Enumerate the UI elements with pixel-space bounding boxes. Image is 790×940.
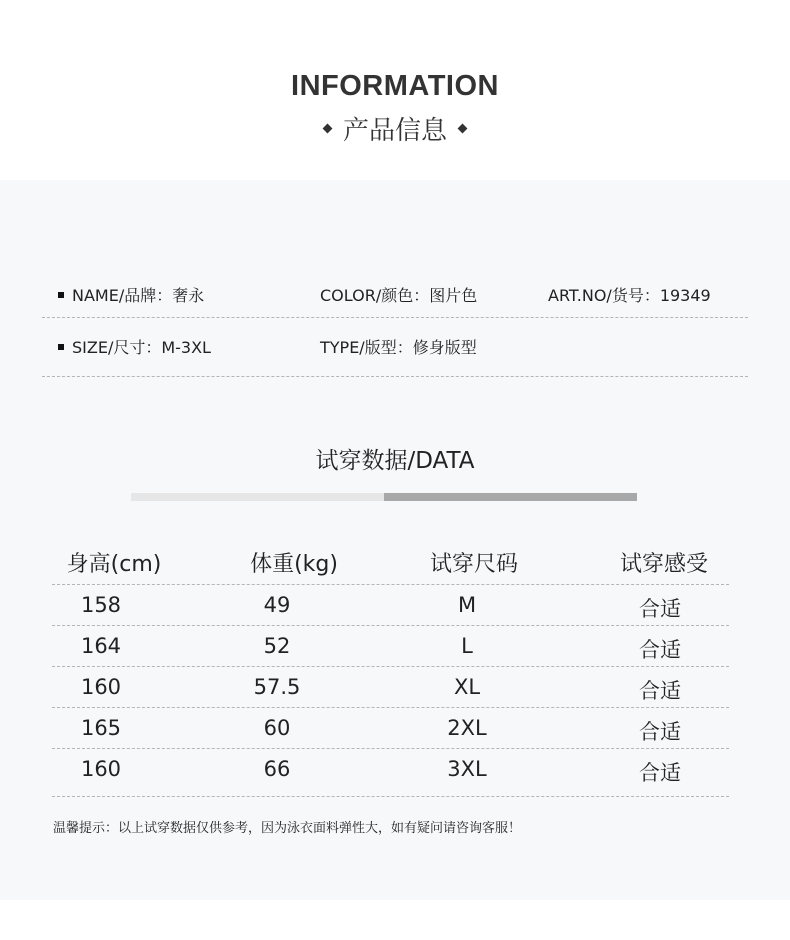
cell-feeling: 合适 xyxy=(639,597,681,621)
cell-weight: 66 xyxy=(263,757,291,781)
info-name xyxy=(58,283,204,306)
cell-feeling: 合适 xyxy=(639,720,681,744)
table-row xyxy=(52,626,729,667)
cell-size: XL xyxy=(453,675,481,699)
warm-tip-note: 温馨提示：以上试穿数据仅供参考，因为泳衣面料弹性大，如有疑问请咨询客服！ xyxy=(53,821,522,836)
data-section-title: 试穿数据/DATA xyxy=(315,448,475,474)
header-section xyxy=(0,0,790,180)
cell-weight: 60 xyxy=(263,716,291,740)
table-row xyxy=(52,585,729,626)
square-bullet-icon xyxy=(58,292,64,298)
cell-size: 3XL xyxy=(447,757,487,781)
table-row xyxy=(52,667,729,708)
fitting-data-table xyxy=(52,540,729,789)
table-header-row xyxy=(52,540,729,585)
cell-height: 165 xyxy=(80,716,122,740)
section-title-chinese xyxy=(0,110,790,147)
table-row xyxy=(52,708,729,749)
info-row-2 xyxy=(42,318,748,377)
section-title-english: INFORMATION xyxy=(291,70,499,102)
cell-height: 164 xyxy=(80,634,122,658)
section-title-chinese-text: 产品信息 xyxy=(342,116,447,146)
cell-size: 2XL xyxy=(447,716,487,740)
cell-weight: 57.5 xyxy=(253,675,301,699)
cell-size: L xyxy=(461,634,473,658)
info-name-text: NAME/品牌：奢永 xyxy=(72,286,205,305)
cell-size: M xyxy=(457,593,477,617)
info-row-1 xyxy=(42,267,748,318)
cell-weight: 49 xyxy=(263,593,291,617)
cell-height: 160 xyxy=(80,675,122,699)
cell-feeling: 合适 xyxy=(639,761,681,785)
diamond-left-icon xyxy=(323,124,333,134)
info-size-text: SIZE/尺寸：M-3XL xyxy=(72,338,211,357)
divider-bar-light xyxy=(131,493,384,501)
diamond-right-icon xyxy=(458,124,468,134)
header-size: 试穿尺码 xyxy=(429,552,518,577)
footer-spacer xyxy=(0,900,790,940)
table-row xyxy=(52,749,729,789)
cell-height: 158 xyxy=(80,593,122,617)
info-size xyxy=(58,335,211,358)
cell-feeling: 合适 xyxy=(639,679,681,703)
header-feeling: 试穿感受 xyxy=(619,552,708,577)
square-bullet-icon xyxy=(58,344,64,350)
cell-weight: 52 xyxy=(263,634,291,658)
cell-feeling: 合适 xyxy=(639,638,681,662)
info-color: COLOR/颜色：图片色 xyxy=(320,286,478,305)
divider-bar-dark xyxy=(384,493,637,501)
cell-height: 160 xyxy=(80,757,122,781)
info-artno: ART.NO/货号：19349 xyxy=(548,286,711,305)
header-height: 身高(cm) xyxy=(66,552,162,577)
header-weight: 体重(kg) xyxy=(250,552,338,577)
info-type: TYPE/版型：修身版型 xyxy=(320,338,477,357)
table-bottom-divider xyxy=(52,796,729,797)
